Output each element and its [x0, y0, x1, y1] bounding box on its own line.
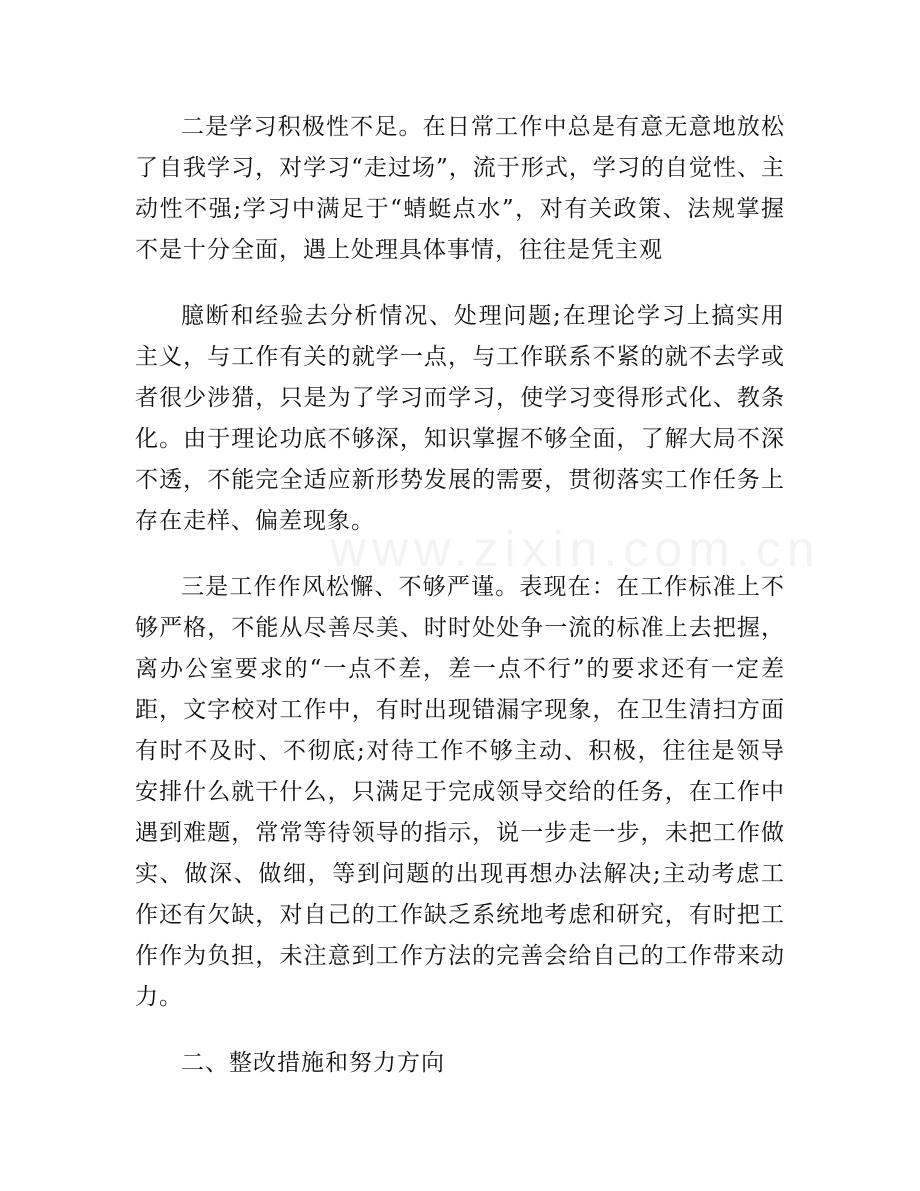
paragraph-work-style: 三是工作作风松懈、不够严谨。表现在：在工作标准上不够严格，不能从尽善尽美、时时处处争一流的标准上去把握，离办公室要求的“一点不差，差一点不行”的要求还有一定差距，文字校对工作中，有时出现错漏字现象，在卫生清扫方面有时不及时、不彻底;对待工作不够主动、积极，往往是领导安排什么就干什么，只满足于完成领导交给的任务，在工作中遇到难题，常常等待领导的指示，说一步走一步，未把工作做实、做深、做细，等到问题的出现再想办法解决;主动考虑工作还有欠缺，对自己的工作缺乏系统地考虑和研究，有时把工作作为负担，未注意到工作方法的完善会给自己的工作带来动力。 [135, 574, 785, 1010]
document-body [135, 107, 785, 1084]
paragraph-study-attitude: 二是学习积极性不足。在日常工作中总是有意无意地放松了自我学习，对学习“走过场”，流于形式，学习的自觉性、主动性不强;学习中满足于“蜻蜓点水”，对有关政策、法规掌握不是十分全面，遇上处理具体事情，往往是凭主观 [135, 114, 785, 263]
section-heading: 二、整改措施和努力方向 [181, 1050, 445, 1076]
paragraph-theory-study: 臆断和经验去分析情况、处理问题;在理论学习上搞实用主义，与工作有关的就学一点，与工作联系不紧的就不去学或者很少涉猎，只是为了学习而学习，使学习变得形式化、教条化。由于理论功底不够深，知识掌握不够全面，了解大局不深不透，不能完全适应新形势发展的需要，贯彻落实工作任务上存在走样、偏差现象。 [135, 303, 785, 534]
watermark: www.zixin.com.cn [330, 521, 821, 577]
